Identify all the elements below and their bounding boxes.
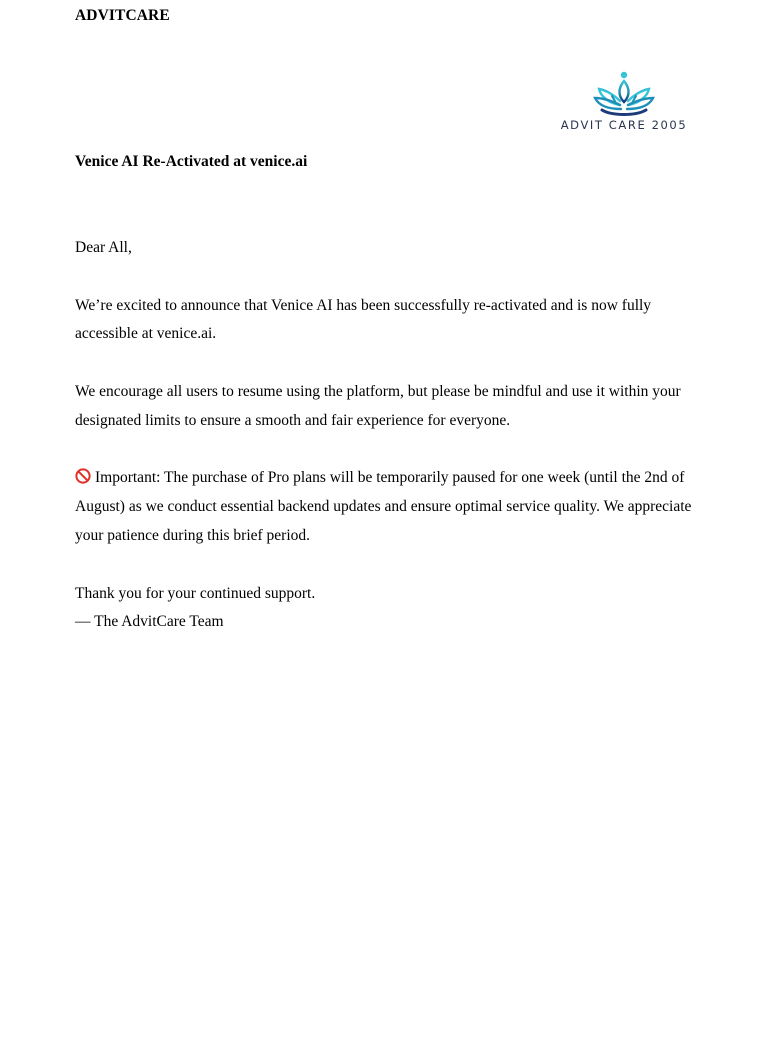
prohibited-icon (75, 466, 91, 482)
paragraph-usage-limits: We encourage all users to resume using the platform, but please be mindful and use it within your designated limits to ensure a smooth and fair experience for everyone. (75, 382, 681, 429)
organization-name: ADVITCARE (75, 7, 170, 24)
paragraph-important-notice (75, 464, 695, 550)
closing-line: Thank you for your continued support. (75, 584, 316, 602)
important-notice-text: Important: The purchase of Pro plans will be temporarily paused for one week (until the 2nd of August) as we conduct essential backend updates and ensure optimal service quality. We appreciate your patience during this brief period. (75, 469, 692, 544)
company-logo (556, 70, 692, 136)
lotus-logo-icon (592, 70, 656, 116)
signature: — The AdvitCare Team (75, 613, 224, 631)
letter-subject: Venice AI Re-Activated at venice.ai (75, 153, 308, 170)
greeting: Dear All, (75, 239, 132, 256)
paragraph-reactivation: We’re excited to announce that Venice AI has been successfully re-activated and is now fully accessible at venice.ai. (75, 296, 652, 343)
letter-body (75, 234, 695, 637)
logo-wordmark: ADVIT CARE 2005 (560, 118, 688, 132)
